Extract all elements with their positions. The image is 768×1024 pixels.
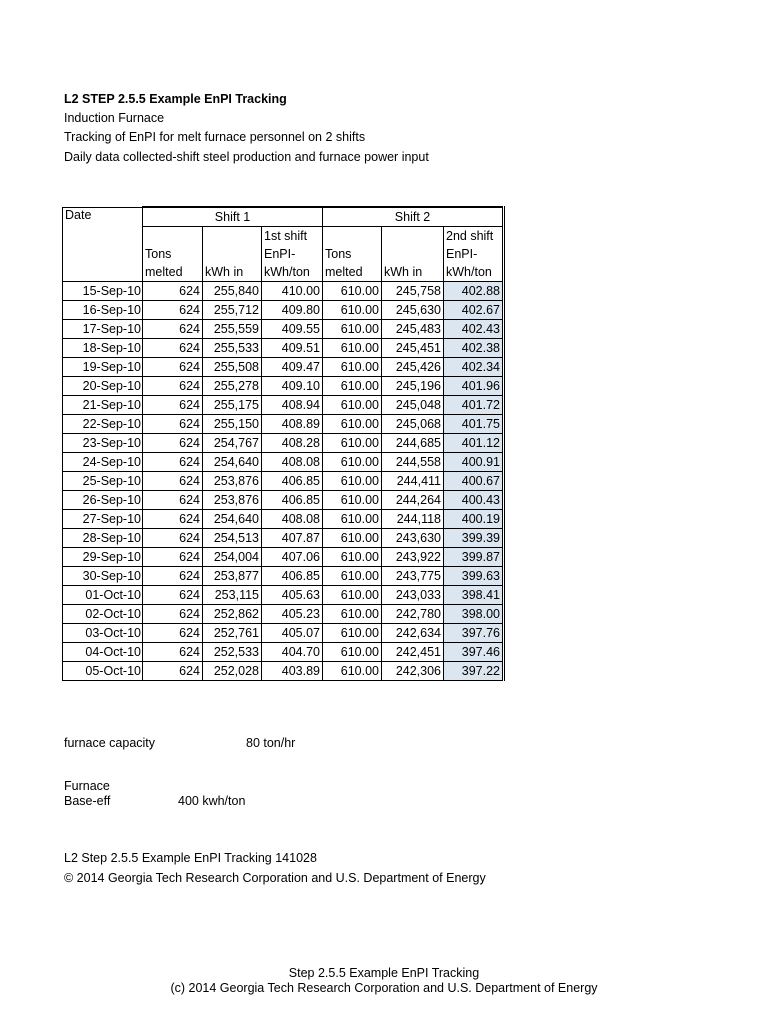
tons-melted-1-cell: 624 [143, 529, 203, 548]
enpi-1-cell: 409.47 [262, 358, 323, 377]
tons-melted-2-cell: 610.00 [323, 415, 382, 434]
date-header: Date [63, 207, 143, 227]
col-header-line: kWh in [205, 265, 244, 279]
kwh-in-1-cell: 254,513 [203, 529, 262, 548]
subtitle-furnace: Induction Furnace [64, 111, 165, 125]
tons-melted-2-cell: 610.00 [323, 434, 382, 453]
enpi-1-cell: 409.55 [262, 320, 323, 339]
col-enpi-2 [444, 227, 504, 282]
tons-melted-2-cell: 610.00 [323, 624, 382, 643]
date-subheader-blank [63, 227, 143, 282]
kwh-in-1-cell: 253,877 [203, 567, 262, 586]
enpi-2-cell: 400.91 [444, 453, 504, 472]
kwh-in-1-cell: 255,559 [203, 320, 262, 339]
tons-melted-1-cell: 624 [143, 510, 203, 529]
col-header-line: melted [325, 265, 363, 279]
date-cell: 04-Oct-10 [63, 643, 143, 662]
table-row [63, 282, 504, 301]
tons-melted-1-cell: 624 [143, 339, 203, 358]
enpi-2-cell: 397.76 [444, 624, 504, 643]
table-row [63, 472, 504, 491]
kwh-in-1-cell: 255,150 [203, 415, 262, 434]
date-cell: 20-Sep-10 [63, 377, 143, 396]
reference-line: L2 Step 2.5.5 Example EnPI Tracking 141028 [64, 851, 317, 865]
table-row [63, 358, 504, 377]
date-cell: 21-Sep-10 [63, 396, 143, 415]
col-header-line: EnPI- [264, 247, 296, 261]
enpi-2-cell: 402.43 [444, 320, 504, 339]
date-cell: 29-Sep-10 [63, 548, 143, 567]
tons-melted-1-cell: 624 [143, 567, 203, 586]
kwh-in-2-cell: 243,922 [382, 548, 444, 567]
table-row [63, 396, 504, 415]
col-header-line: Tons [145, 247, 172, 261]
kwh-in-2-cell: 242,634 [382, 624, 444, 643]
base-eff-value: 400 kwh/ton [178, 794, 246, 808]
page-footer-copyright: (c) 2014 Georgia Tech Research Corporation and U.S. Department of Energy [170, 981, 598, 995]
date-cell: 23-Sep-10 [63, 434, 143, 453]
date-cell: 05-Oct-10 [63, 662, 143, 681]
col-tons-melted-2 [323, 227, 382, 282]
col-header-line: kWh/ton [264, 265, 310, 279]
date-cell: 15-Sep-10 [63, 282, 143, 301]
kwh-in-1-cell: 252,028 [203, 662, 262, 681]
enpi-1-cell: 407.06 [262, 548, 323, 567]
base-eff-label-2: Base-eff [64, 794, 111, 808]
tons-melted-1-cell: 624 [143, 453, 203, 472]
enpi-1-cell: 409.80 [262, 301, 323, 320]
base-eff-label-1: Furnace [64, 779, 110, 793]
enpi-2-cell: 402.38 [444, 339, 504, 358]
kwh-in-1-cell: 255,712 [203, 301, 262, 320]
enpi-2-cell: 402.67 [444, 301, 504, 320]
col-header-line: kWh/ton [446, 265, 492, 279]
table-row [63, 339, 504, 358]
capacity-value: 80 ton/hr [246, 736, 296, 750]
copyright-line: © 2014 Georgia Tech Research Corporation and U.S. Department of Energy [64, 871, 486, 885]
kwh-in-2-cell: 245,196 [382, 377, 444, 396]
tons-melted-2-cell: 610.00 [323, 548, 382, 567]
tons-melted-1-cell: 624 [143, 548, 203, 567]
col-enpi-1 [262, 227, 323, 282]
enpi-table [62, 206, 505, 681]
kwh-in-1-cell: 253,876 [203, 472, 262, 491]
tons-melted-1-cell: 624 [143, 624, 203, 643]
enpi-2-cell: 400.43 [444, 491, 504, 510]
date-cell: 25-Sep-10 [63, 472, 143, 491]
enpi-1-cell: 406.85 [262, 472, 323, 491]
enpi-2-cell: 398.41 [444, 586, 504, 605]
tons-melted-1-cell: 624 [143, 415, 203, 434]
date-cell: 01-Oct-10 [63, 586, 143, 605]
kwh-in-1-cell: 254,767 [203, 434, 262, 453]
tons-melted-2-cell: 610.00 [323, 377, 382, 396]
kwh-in-2-cell: 243,033 [382, 586, 444, 605]
kwh-in-1-cell: 252,533 [203, 643, 262, 662]
table-row [63, 320, 504, 339]
enpi-2-cell: 401.72 [444, 396, 504, 415]
tons-melted-2-cell: 610.00 [323, 567, 382, 586]
enpi-1-cell: 407.87 [262, 529, 323, 548]
col-header-line: 2nd shift [446, 229, 494, 243]
tons-melted-1-cell: 624 [143, 377, 203, 396]
shift1-header: Shift 1 [143, 207, 323, 227]
enpi-2-cell: 401.12 [444, 434, 504, 453]
kwh-in-2-cell: 244,685 [382, 434, 444, 453]
enpi-1-cell: 408.94 [262, 396, 323, 415]
kwh-in-2-cell: 244,264 [382, 491, 444, 510]
date-cell: 02-Oct-10 [63, 605, 143, 624]
tons-melted-1-cell: 624 [143, 396, 203, 415]
page-title: L2 STEP 2.5.5 Example EnPI Tracking [64, 92, 287, 106]
col-header-line: kWh in [384, 265, 423, 279]
col-header-line: melted [145, 265, 183, 279]
kwh-in-1-cell: 254,640 [203, 453, 262, 472]
date-cell: 30-Sep-10 [63, 567, 143, 586]
enpi-2-cell: 401.96 [444, 377, 504, 396]
date-cell: 18-Sep-10 [63, 339, 143, 358]
col-kwh-in-2 [382, 227, 444, 282]
table-row [63, 415, 504, 434]
tons-melted-2-cell: 610.00 [323, 491, 382, 510]
date-cell: 28-Sep-10 [63, 529, 143, 548]
kwh-in-1-cell: 252,761 [203, 624, 262, 643]
table-row [63, 510, 504, 529]
enpi-1-cell: 404.70 [262, 643, 323, 662]
kwh-in-1-cell: 255,278 [203, 377, 262, 396]
enpi-2-cell: 397.46 [444, 643, 504, 662]
kwh-in-1-cell: 255,840 [203, 282, 262, 301]
enpi-1-cell: 406.85 [262, 491, 323, 510]
kwh-in-2-cell: 245,451 [382, 339, 444, 358]
tons-melted-2-cell: 610.00 [323, 472, 382, 491]
kwh-in-2-cell: 243,775 [382, 567, 444, 586]
table-row [63, 434, 504, 453]
capacity-label: furnace capacity [64, 736, 156, 750]
tons-melted-2-cell: 610.00 [323, 643, 382, 662]
tons-melted-1-cell: 624 [143, 605, 203, 624]
tons-melted-1-cell: 624 [143, 282, 203, 301]
tons-melted-2-cell: 610.00 [323, 510, 382, 529]
enpi-1-cell: 405.23 [262, 605, 323, 624]
table-row [63, 548, 504, 567]
kwh-in-1-cell: 255,533 [203, 339, 262, 358]
enpi-2-cell: 399.87 [444, 548, 504, 567]
enpi-2-cell: 402.88 [444, 282, 504, 301]
enpi-1-cell: 408.89 [262, 415, 323, 434]
enpi-2-cell: 398.00 [444, 605, 504, 624]
date-cell: 03-Oct-10 [63, 624, 143, 643]
date-cell: 17-Sep-10 [63, 320, 143, 339]
kwh-in-1-cell: 254,640 [203, 510, 262, 529]
tons-melted-1-cell: 624 [143, 662, 203, 681]
tons-melted-2-cell: 610.00 [323, 605, 382, 624]
tons-melted-2-cell: 610.00 [323, 358, 382, 377]
subtitle-data: Daily data collected-shift steel production and furnace power input [64, 150, 429, 164]
tons-melted-1-cell: 624 [143, 491, 203, 510]
table-row [63, 453, 504, 472]
tons-melted-1-cell: 624 [143, 434, 203, 453]
kwh-in-1-cell: 252,862 [203, 605, 262, 624]
kwh-in-1-cell: 255,508 [203, 358, 262, 377]
col-header-line: Tons [325, 247, 352, 261]
tons-melted-2-cell: 610.00 [323, 396, 382, 415]
col-kwh-in-1 [203, 227, 262, 282]
kwh-in-1-cell: 254,004 [203, 548, 262, 567]
kwh-in-2-cell: 242,451 [382, 643, 444, 662]
kwh-in-2-cell: 245,048 [382, 396, 444, 415]
col-header-line: 1st shift [264, 229, 308, 243]
table-row [63, 662, 504, 681]
kwh-in-2-cell: 242,306 [382, 662, 444, 681]
date-cell: 26-Sep-10 [63, 491, 143, 510]
table-row [63, 301, 504, 320]
enpi-2-cell: 397.22 [444, 662, 504, 681]
page-footer-title: Step 2.5.5 Example EnPI Tracking [288, 966, 480, 980]
enpi-1-cell: 409.10 [262, 377, 323, 396]
kwh-in-2-cell: 244,411 [382, 472, 444, 491]
kwh-in-1-cell: 253,115 [203, 586, 262, 605]
date-cell: 24-Sep-10 [63, 453, 143, 472]
table-row [63, 586, 504, 605]
kwh-in-2-cell: 245,758 [382, 282, 444, 301]
tons-melted-1-cell: 624 [143, 358, 203, 377]
tons-melted-2-cell: 610.00 [323, 453, 382, 472]
kwh-in-2-cell: 243,630 [382, 529, 444, 548]
shift2-header: Shift 2 [323, 207, 504, 227]
enpi-2-cell: 400.19 [444, 510, 504, 529]
tons-melted-2-cell: 610.00 [323, 301, 382, 320]
enpi-2-cell: 402.34 [444, 358, 504, 377]
subtitle-tracking: Tracking of EnPI for melt furnace personnel on 2 shifts [64, 130, 366, 144]
enpi-1-cell: 406.85 [262, 567, 323, 586]
table-row [63, 529, 504, 548]
enpi-1-cell: 408.08 [262, 453, 323, 472]
enpi-1-cell: 409.51 [262, 339, 323, 358]
enpi-1-cell: 405.07 [262, 624, 323, 643]
enpi-1-cell: 408.08 [262, 510, 323, 529]
table-row [63, 377, 504, 396]
enpi-2-cell: 400.67 [444, 472, 504, 491]
kwh-in-2-cell: 245,630 [382, 301, 444, 320]
tons-melted-2-cell: 610.00 [323, 529, 382, 548]
kwh-in-1-cell: 255,175 [203, 396, 262, 415]
table-row [63, 624, 504, 643]
tons-melted-2-cell: 610.00 [323, 339, 382, 358]
tons-melted-1-cell: 624 [143, 643, 203, 662]
col-tons-melted-1 [143, 227, 203, 282]
tons-melted-1-cell: 624 [143, 301, 203, 320]
kwh-in-2-cell: 245,483 [382, 320, 444, 339]
table-row [63, 643, 504, 662]
enpi-2-cell: 399.63 [444, 567, 504, 586]
enpi-2-cell: 401.75 [444, 415, 504, 434]
date-cell: 27-Sep-10 [63, 510, 143, 529]
enpi-1-cell: 408.28 [262, 434, 323, 453]
date-cell: 19-Sep-10 [63, 358, 143, 377]
enpi-1-cell: 405.63 [262, 586, 323, 605]
enpi-2-cell: 399.39 [444, 529, 504, 548]
tons-melted-2-cell: 610.00 [323, 320, 382, 339]
tons-melted-2-cell: 610.00 [323, 586, 382, 605]
tons-melted-1-cell: 624 [143, 586, 203, 605]
col-header-line: EnPI- [446, 247, 478, 261]
tons-melted-1-cell: 624 [143, 320, 203, 339]
tons-melted-1-cell: 624 [143, 472, 203, 491]
enpi-1-cell: 403.89 [262, 662, 323, 681]
kwh-in-2-cell: 245,426 [382, 358, 444, 377]
kwh-in-2-cell: 244,558 [382, 453, 444, 472]
kwh-in-2-cell: 244,118 [382, 510, 444, 529]
table-row [63, 491, 504, 510]
enpi-1-cell: 410.00 [262, 282, 323, 301]
kwh-in-2-cell: 245,068 [382, 415, 444, 434]
tons-melted-2-cell: 610.00 [323, 662, 382, 681]
kwh-in-2-cell: 242,780 [382, 605, 444, 624]
date-cell: 16-Sep-10 [63, 301, 143, 320]
tons-melted-2-cell: 610.00 [323, 282, 382, 301]
date-cell: 22-Sep-10 [63, 415, 143, 434]
table-row [63, 567, 504, 586]
table-row [63, 605, 504, 624]
kwh-in-1-cell: 253,876 [203, 491, 262, 510]
